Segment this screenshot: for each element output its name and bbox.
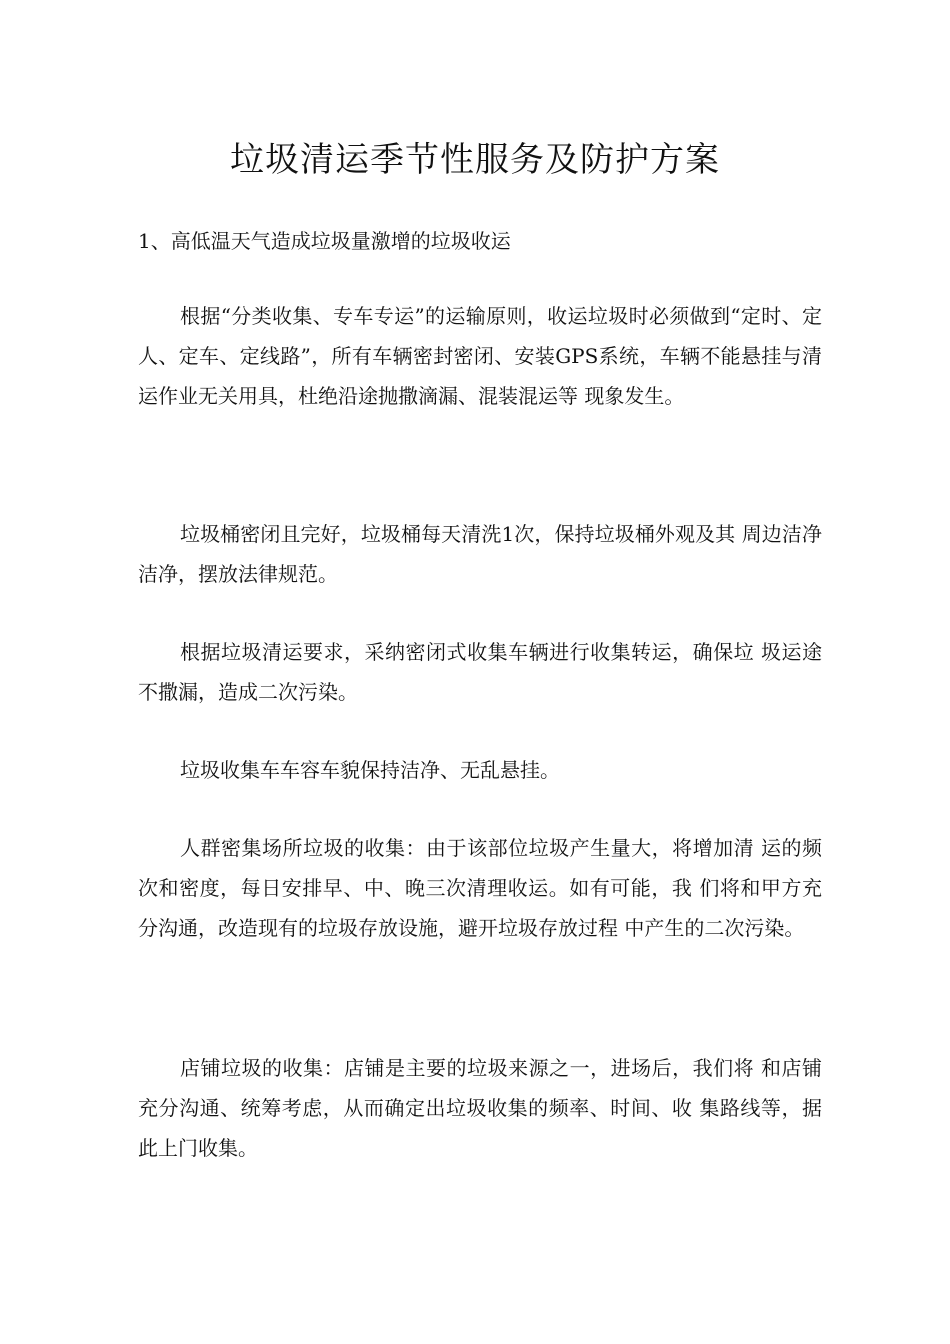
- paragraph-vehicle-appearance: 垃圾收集车车容车貌保持洁净、无乱悬挂。: [180, 758, 560, 782]
- paragraph-transport-principle: 根据“分类收集、专车专运”的运输原则，收运垃圾时必须做到“定时、定人、定车、定线路”，所有车辆密封密闭、安装GPS系统，车辆不能悬挂与清运作业无关用具，杜绝沿途抛撒滴漏、混装混运等 现象发生。: [138, 304, 822, 408]
- paragraph-crowded-places: 人群密集场所垃圾的收集：由于该部位垃圾产生量大，将增加清 运的频次和密度，每日安排早、中、晚三次清理收运。如有可能，我 们将和甲方充分沟通，改造现有的垃圾存放设施，避开垃圾存放过程 中产生的二次污染。: [138, 836, 822, 940]
- section-heading: 1、高低温天气造成垃圾量激增的垃圾收运: [138, 229, 511, 253]
- paragraph-bin-cleaning: 垃圾桶密闭且完好，垃圾桶每天清洗1次，保持垃圾桶外观及其 周边洁净洁净，摆放法律规范。: [138, 522, 822, 586]
- paragraph-sealed-vehicles: 根据垃圾清运要求，采纳密闭式收集车辆进行收集转运，确保垃 圾运途不撒漏，造成二次污染。: [138, 640, 822, 704]
- paragraph-shop-waste: 店铺垃圾的收集：店铺是主要的垃圾来源之一，进场后，我们将 和店铺充分沟通、统筹考虑，从而确定出垃圾收集的频率、时间、收 集路线等，据此上门收集。: [138, 1056, 822, 1160]
- document-title: 垃圾清运季节性服务及防护方案: [230, 140, 720, 180]
